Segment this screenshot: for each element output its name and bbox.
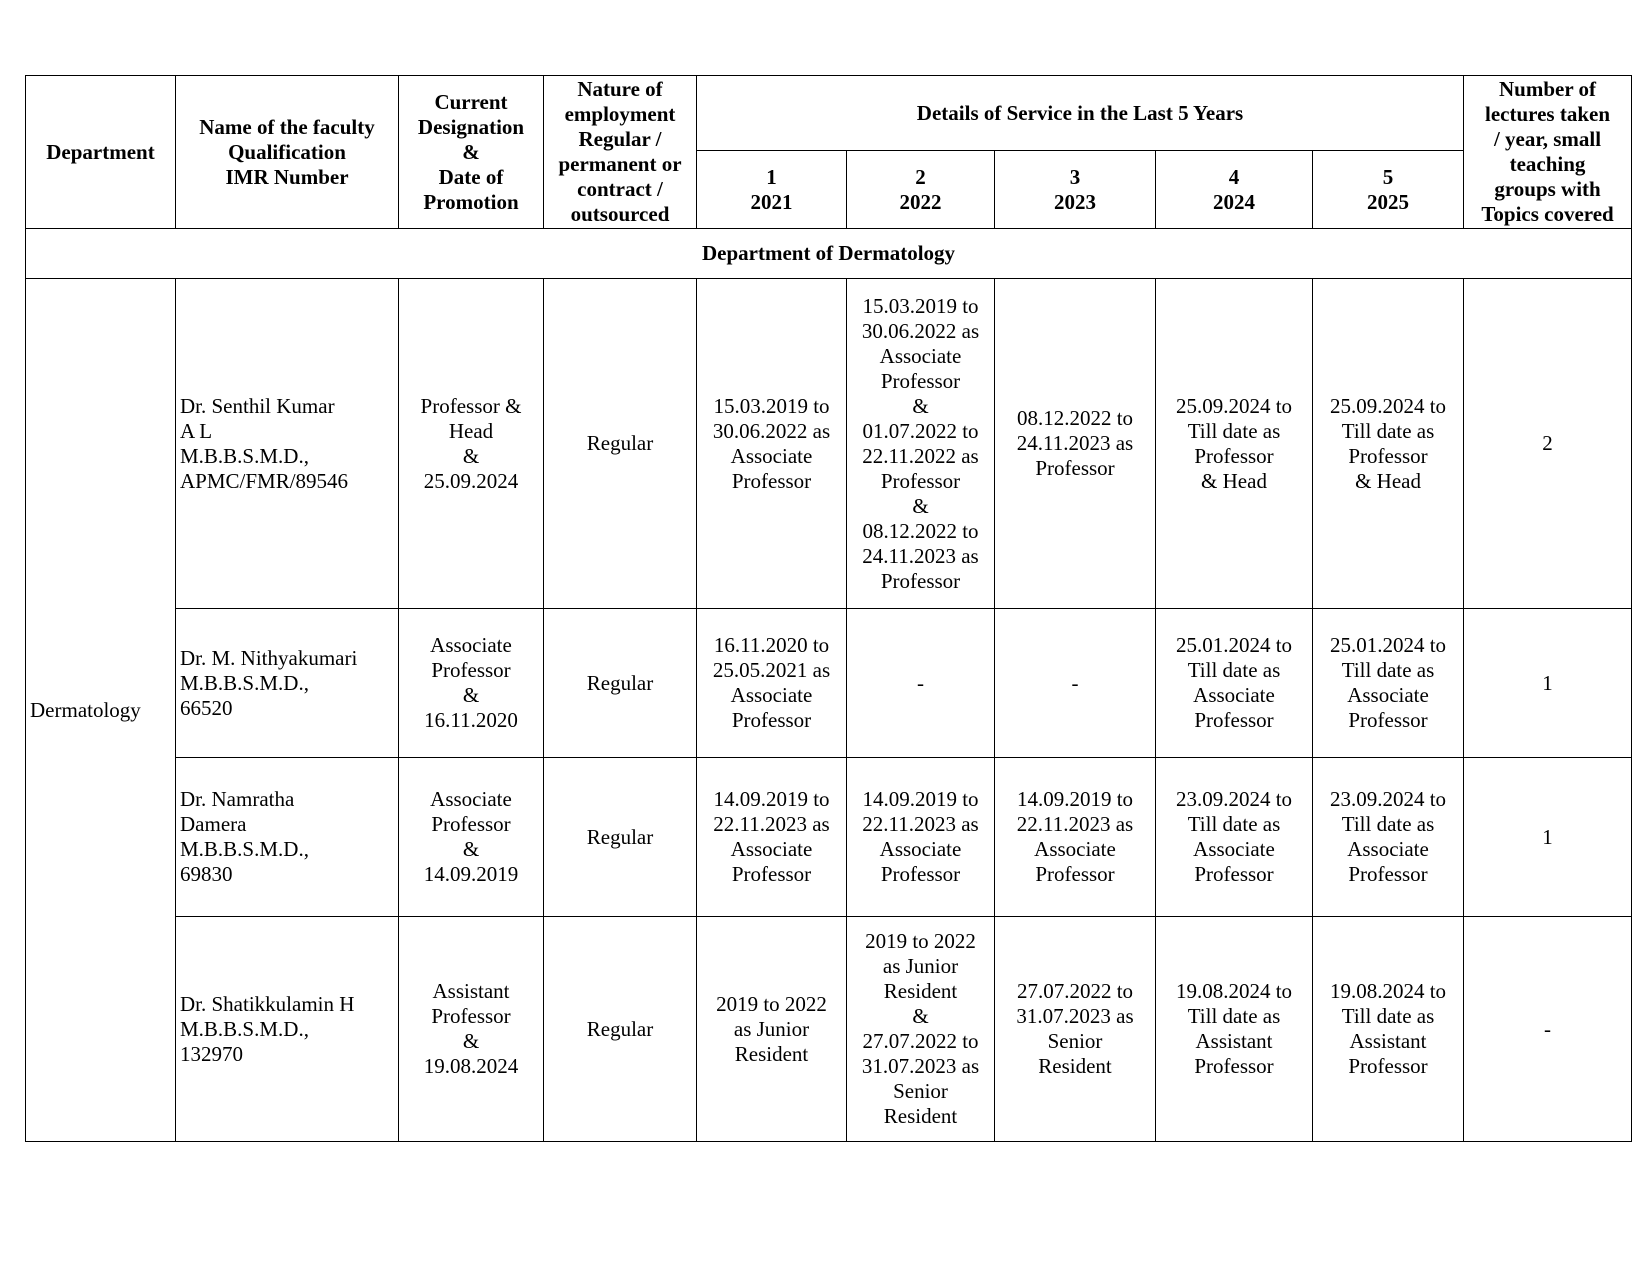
table-row (26, 917, 1632, 1142)
year-5-cell: 25.09.2024 to Till date as Professor & Head (1313, 279, 1464, 609)
year-3-cell: - (995, 609, 1156, 758)
table-row (26, 609, 1632, 758)
department-cell: Dermatology (26, 279, 176, 1142)
year-5-cell: 19.08.2024 to Till date as Assistant Professor (1313, 917, 1464, 1142)
section-title: Department of Dermatology (26, 229, 1632, 279)
designation-cell: Professor & Head & 25.09.2024 (399, 279, 544, 609)
employment-cell: Regular (544, 609, 697, 758)
header-department: Department (26, 76, 176, 229)
table-row (26, 758, 1632, 917)
lectures-cell: - (1464, 917, 1632, 1142)
faculty-name-cell: Dr. M. Nithyakumari M.B.B.S.M.D., 66520 (176, 609, 399, 758)
header-year-1: 1 2021 (697, 151, 847, 229)
year-1-cell: 16.11.2020 to 25.05.2021 as Associate Professor (697, 609, 847, 758)
year-4-cell: 23.09.2024 to Till date as Associate Professor (1156, 758, 1313, 917)
year-1-cell: 14.09.2019 to 22.11.2023 as Associate Professor (697, 758, 847, 917)
employment-cell: Regular (544, 279, 697, 609)
designation-cell: Associate Professor & 16.11.2020 (399, 609, 544, 758)
header-year-3: 3 2023 (995, 151, 1156, 229)
year-3-cell: 27.07.2022 to 31.07.2023 as Senior Resident (995, 917, 1156, 1142)
header-year-4: 4 2024 (1156, 151, 1313, 229)
year-2-cell: - (847, 609, 995, 758)
faculty-name-cell: Dr. Namratha Damera M.B.B.S.M.D., 69830 (176, 758, 399, 917)
lectures-cell: 2 (1464, 279, 1632, 609)
faculty-service-table (25, 75, 1632, 1142)
lectures-cell: 1 (1464, 758, 1632, 917)
header-service-details: Details of Service in the Last 5 Years (697, 76, 1464, 151)
header-designation: Current Designation & Date of Promotion (399, 76, 544, 229)
header-year-2: 2 2022 (847, 151, 995, 229)
year-5-cell: 23.09.2024 to Till date as Associate Professor (1313, 758, 1464, 917)
year-4-cell: 19.08.2024 to Till date as Assistant Professor (1156, 917, 1313, 1142)
year-1-cell: 15.03.2019 to 30.06.2022 as Associate Professor (697, 279, 847, 609)
year-2-cell: 15.03.2019 to 30.06.2022 as Associate Professor & 01.07.2022 to 22.11.2022 as Professor & 08.12.2022 to 24.11.2023 as Professor (847, 279, 995, 609)
year-4-cell: 25.01.2024 to Till date as Associate Professor (1156, 609, 1313, 758)
table-row (26, 279, 1632, 609)
header-lectures: Number of lectures taken / year, small teaching groups with Topics covered (1464, 76, 1632, 229)
header-faculty-name: Name of the faculty Qualification IMR Number (176, 76, 399, 229)
faculty-name-cell: Dr. Shatikkulamin H M.B.B.S.M.D., 132970 (176, 917, 399, 1142)
year-3-cell: 14.09.2019 to 22.11.2023 as Associate Professor (995, 758, 1156, 917)
year-5-cell: 25.01.2024 to Till date as Associate Professor (1313, 609, 1464, 758)
year-3-cell: 08.12.2022 to 24.11.2023 as Professor (995, 279, 1156, 609)
employment-cell: Regular (544, 917, 697, 1142)
year-2-cell: 14.09.2019 to 22.11.2023 as Associate Professor (847, 758, 995, 917)
designation-cell: Assistant Professor & 19.08.2024 (399, 917, 544, 1142)
lectures-cell: 1 (1464, 609, 1632, 758)
faculty-name-cell: Dr. Senthil Kumar A L M.B.B.S.M.D., APMC/FMR/89546 (176, 279, 399, 609)
header-year-5: 5 2025 (1313, 151, 1464, 229)
year-2-cell: 2019 to 2022 as Junior Resident & 27.07.2022 to 31.07.2023 as Senior Resident (847, 917, 995, 1142)
header-employment: Nature of employment Regular / permanent or contract / outsourced (544, 76, 697, 229)
year-4-cell: 25.09.2024 to Till date as Professor & Head (1156, 279, 1313, 609)
year-1-cell: 2019 to 2022 as Junior Resident (697, 917, 847, 1142)
designation-cell: Associate Professor & 14.09.2019 (399, 758, 544, 917)
employment-cell: Regular (544, 758, 697, 917)
